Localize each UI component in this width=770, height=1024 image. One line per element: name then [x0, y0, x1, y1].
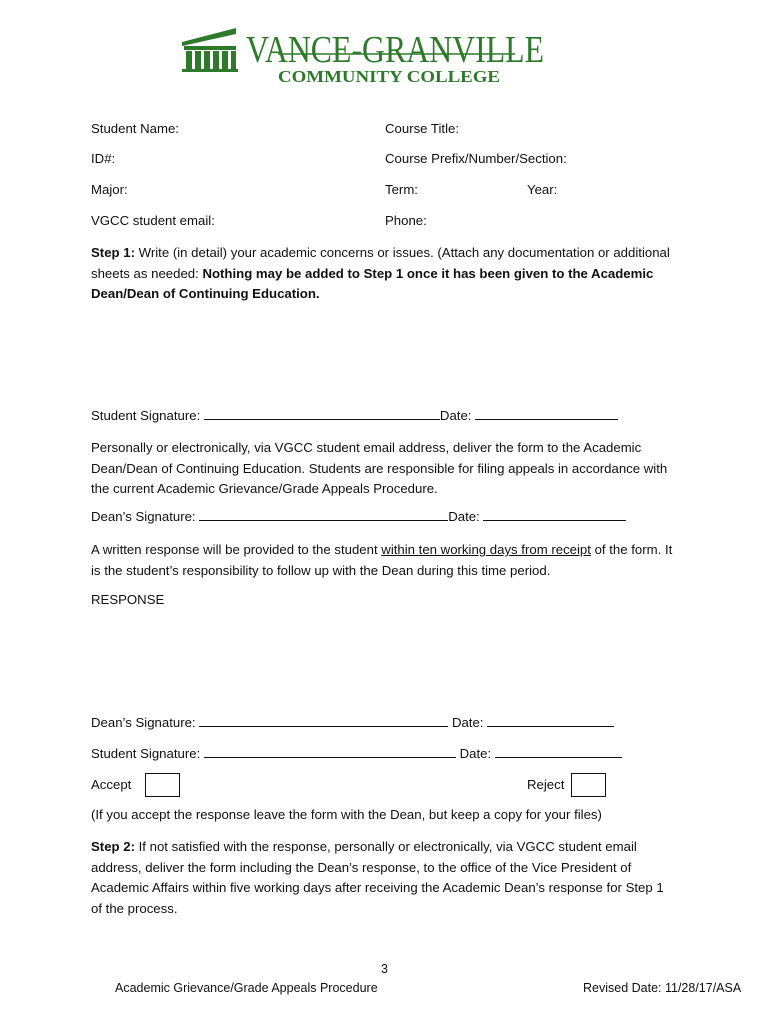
email-label: VGCC student email:	[91, 213, 215, 228]
signature-label: Student Signature:	[91, 408, 201, 423]
reject-label: Reject	[527, 777, 565, 792]
date-line[interactable]	[487, 715, 614, 727]
logo-name: VANCE-GRANVILLE	[246, 29, 544, 71]
student-signature-row-1	[91, 408, 618, 423]
dean-signature-row-1	[91, 509, 626, 524]
accept-checkbox[interactable]	[145, 773, 180, 797]
step2-label: Step 2:	[91, 839, 135, 854]
student-signature-line[interactable]	[204, 408, 440, 420]
step1-paragraph	[91, 243, 681, 305]
date-line[interactable]	[475, 408, 618, 420]
dean-signature-line[interactable]	[199, 715, 448, 727]
id-label: ID#:	[91, 151, 116, 166]
accept-note: (If you accept the response leave the form with the Dean, but keep a copy for your files)	[91, 807, 602, 822]
step1-text: Write (in detail) your academic concerns or issues. (Attach any documentation or additional sheets as needed:	[91, 245, 670, 281]
step1-label: Step 1:	[91, 245, 135, 260]
step2-text: If not satisfied with the response, personally or electronically, via VGCC student email address, deliver the form including the Dean’s response, to the office of the Vice President of Academic Affairs within five working days after receiving the Academic Dean’s response for Step 1 of the process.	[91, 839, 664, 916]
major-label: Major:	[91, 182, 128, 197]
course-prefix-label: Course Prefix/Number/Section:	[385, 151, 567, 166]
term-label: Term:	[385, 182, 418, 197]
response-note-text-end: of the form. It is the student’s responsibility to follow up with the Dean during this time period.	[91, 542, 673, 578]
deliver-paragraph: Personally or electronically, via VGCC student email address, deliver the form to the Academic Dean/Dean of Continuing Education. Students are responsible for filing appeals in accordance with the current Academic Grievance/Grade Appeals Procedure.	[91, 440, 668, 496]
student-signature-row-2	[91, 746, 622, 761]
step2-paragraph	[91, 837, 671, 919]
student-signature-line[interactable]	[204, 746, 456, 758]
footer-left: Academic Grievance/Grade Appeals Procedure	[115, 981, 378, 995]
signature-label: Student Signature:	[91, 746, 201, 761]
dean-signature-line[interactable]	[199, 509, 448, 521]
date-label: Date:	[451, 715, 484, 730]
step1-bold-text: Nothing may be added to Step 1 once it has been given to the Academic Dean/Dean of Continuing Education.	[91, 265, 654, 301]
page-number: 3	[381, 962, 388, 976]
college-logo	[180, 24, 550, 86]
logo-subtitle: COMMUNITY COLLEGE	[278, 67, 500, 86]
date-label: Date:	[439, 408, 472, 423]
accept-label: Accept	[91, 777, 132, 792]
course-title-label: Course Title:	[385, 121, 460, 136]
signature-label: Dean’s Signature:	[91, 509, 196, 524]
phone-label: Phone:	[385, 213, 427, 228]
date-label: Date:	[448, 509, 480, 524]
columns-building-icon	[182, 28, 238, 72]
dean-signature-row-2	[91, 715, 614, 730]
year-label: Year:	[527, 182, 558, 197]
date-line[interactable]	[495, 746, 622, 758]
student-name-label: Student Name:	[91, 121, 179, 136]
date-line[interactable]	[483, 509, 626, 521]
date-label: Date:	[459, 746, 492, 761]
response-heading: RESPONSE	[91, 592, 165, 607]
response-note-underlined: within ten working days from receipt	[381, 542, 591, 557]
footer-right: Revised Date: 11/28/17/ASA	[583, 981, 742, 995]
signature-label: Dean’s Signature:	[91, 715, 196, 730]
reject-checkbox[interactable]	[571, 773, 606, 797]
response-note	[91, 540, 681, 581]
response-note-text: A written response will be provided to the student	[91, 542, 382, 557]
